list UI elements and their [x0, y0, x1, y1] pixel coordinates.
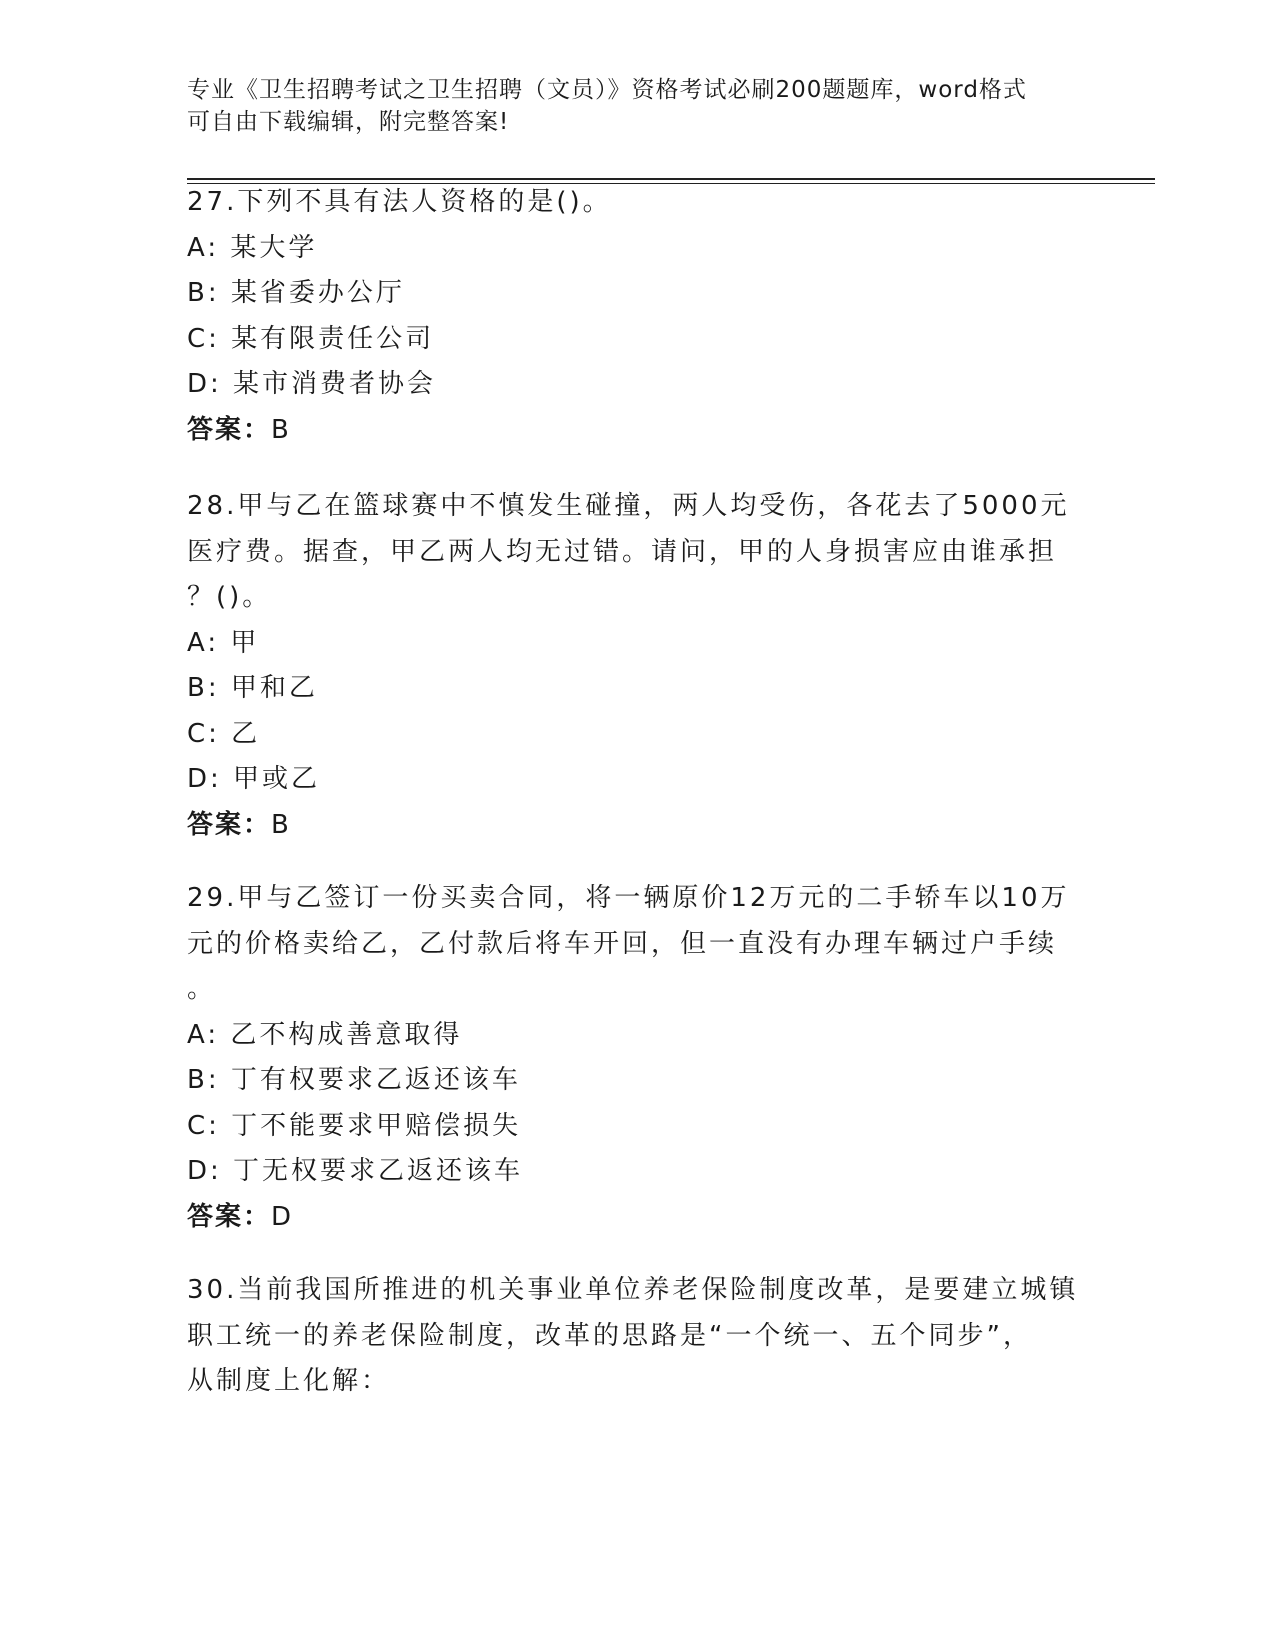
- answer-line: [187, 803, 1087, 849]
- option-d: D: 丁无权要求乙返还该车: [187, 1156, 524, 1186]
- answer-line: [187, 1195, 1087, 1241]
- option-d: D: 甲或乙: [187, 764, 321, 794]
- question-text-line-1: 29.甲与乙签订一份买卖合同，将一辆原价12万元的二手轿车以10万: [187, 883, 1070, 913]
- option-a: A: 某大学: [187, 232, 318, 263]
- question-text-line-3: 。: [187, 974, 217, 1004]
- question-text-line-2: 职工统一的养老保险制度，改革的思路是“一个统一、五个同步”，: [187, 1320, 1032, 1351]
- option-c: C: 乙: [187, 718, 261, 749]
- option-b: B: 某省委办公厅: [187, 278, 405, 308]
- header-line-2: 可自由下载编辑，附完整答案!: [187, 109, 510, 135]
- option-c: C: 丁不能要求甲赔偿损失: [187, 1110, 522, 1141]
- option-c: C: 某有限责任公司: [187, 323, 435, 354]
- question-text-line-3: 从制度上化解：: [187, 1366, 391, 1396]
- option-a: A: 乙不构成善意取得: [187, 1019, 463, 1050]
- answer-label: 答案：: [187, 414, 272, 445]
- option-a: A: 甲: [187, 627, 260, 658]
- question-text-line-1: 30.当前我国所推进的机关事业单位养老保险制度改革，是要建立城镇: [187, 1275, 1079, 1305]
- option-b: B: 丁有权要求乙返还该车: [187, 1065, 521, 1095]
- question-28: [187, 484, 1087, 848]
- question-text-line-2: 元的价格卖给乙，乙付款后将车开回，但一直没有办理车辆过户手续: [187, 928, 1058, 959]
- answer-label: 答案：: [187, 809, 272, 840]
- question-text: 27.下列不具有法人资格的是()。: [187, 187, 612, 217]
- answer-label: 答案：: [187, 1201, 272, 1232]
- answer-value: D: [271, 1201, 293, 1232]
- document-header: [187, 74, 1067, 138]
- answer-value: B: [271, 809, 290, 840]
- option-b: B: 甲和乙: [187, 673, 318, 703]
- question-30: [187, 1268, 1087, 1405]
- question-text-line-2: 医疗费。据查，甲乙两人均无过错。请问，甲的人身损害应由谁承担: [187, 536, 1058, 567]
- answer-value: B: [271, 414, 290, 445]
- question-text-line-3: ？()。: [187, 582, 272, 612]
- question-29: [187, 876, 1087, 1240]
- question-text-line-1: 28.甲与乙在篮球赛中不慎发生碰撞，两人均受伤，各花去了5000元: [187, 491, 1070, 521]
- question-27: [187, 180, 1087, 453]
- option-d: D: 某市消费者协会: [187, 369, 437, 399]
- answer-line: [187, 408, 1087, 454]
- header-line-1: 专业《卫生招聘考试之卫生招聘（文员）》资格考试必刷200题题库，word格式: [187, 77, 1027, 103]
